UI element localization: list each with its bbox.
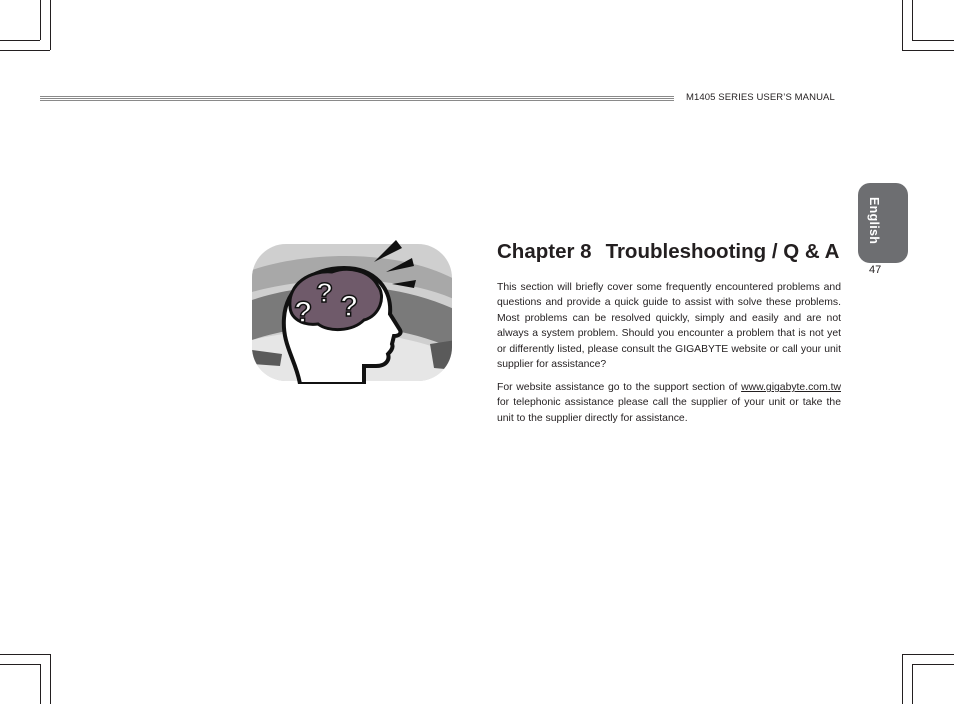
crop-mark-top-right-v2: [912, 0, 913, 40]
chapter-heading: [497, 240, 839, 264]
page-number: 47: [869, 264, 882, 276]
header-rule: [40, 96, 674, 102]
question-glyph-1: ?: [294, 296, 313, 329]
intro-paragraph: This section will briefly cover some frequently encountered problems and questions and provide a quick guide to assist with solve these problems. Most problems can be resolved quickly, simply and easily and are not always a system problem. Should you encounter a problem that is not yet or differently listed, please consult the GIGABYTE website or call your unit supplier for assistance?: [497, 282, 841, 371]
crop-mark-top-right-h: [912, 40, 954, 41]
manual-title: M1405 SERIES USER’S MANUAL: [686, 92, 835, 103]
crop-mark-bottom-right-h: [902, 654, 954, 655]
crop-mark-top-left-v2: [40, 0, 41, 40]
crop-mark-bottom-right-h2: [912, 664, 954, 665]
crop-mark-top-left-h: [0, 40, 40, 41]
crop-mark-top-left-h2: [0, 50, 50, 51]
question-glyph-3: ?: [340, 290, 359, 323]
support-website-link[interactable]: www.gigabyte.com.tw: [741, 382, 841, 393]
crop-mark-bottom-right-v2: [912, 664, 913, 704]
crop-mark-bottom-left-v: [50, 654, 51, 704]
head-question-marks-icon: [252, 240, 456, 384]
crop-mark-bottom-left-v2: [40, 664, 41, 704]
crop-mark-bottom-left-h: [0, 654, 50, 655]
question-glyph-2: ?: [316, 277, 334, 308]
support-paragraph: [497, 380, 841, 426]
chapter-number: Chapter 8: [497, 240, 592, 263]
crop-mark-top-right-h2: [902, 50, 954, 51]
language-tab-label: English: [867, 197, 881, 245]
crop-mark-top-right-v: [902, 0, 903, 50]
crop-mark-top-left-v: [50, 0, 51, 50]
chapter-title: Troubleshooting / Q & A: [605, 240, 840, 263]
support-text-before: For website assistance go to the support section of: [497, 382, 742, 393]
crop-mark-bottom-right-v: [902, 654, 903, 704]
support-text-after: for telephonic assistance please call the supplier of your unit or take the unit to the supplier directly for assistance.: [497, 397, 841, 424]
language-tab: [858, 183, 908, 263]
crop-mark-bottom-left-h2: [0, 664, 40, 665]
